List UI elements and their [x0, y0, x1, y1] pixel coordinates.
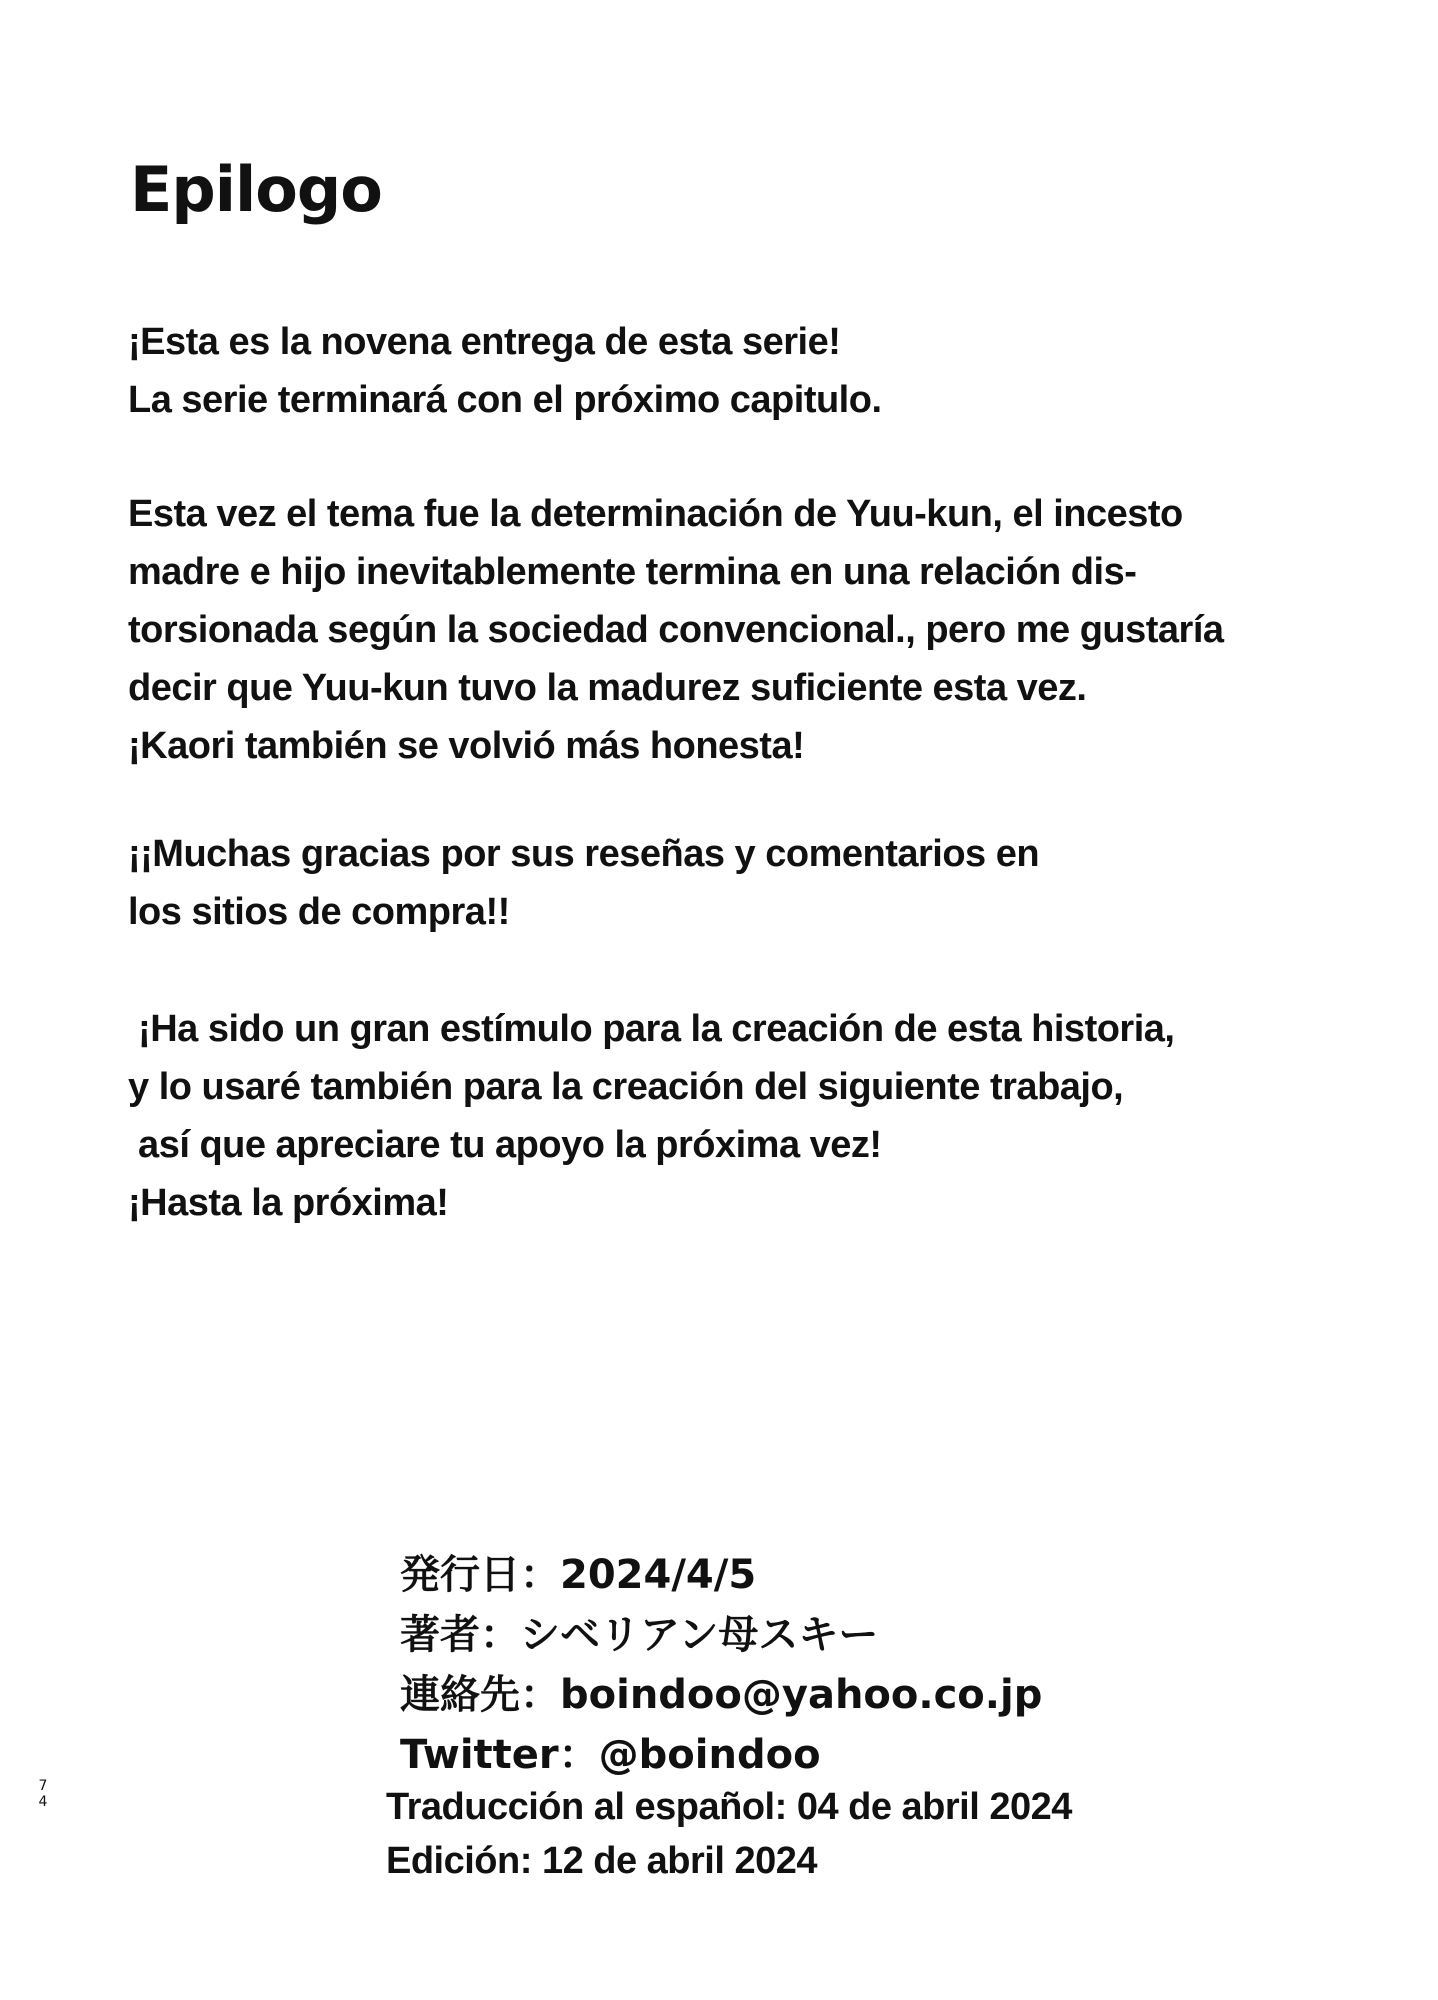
page-number: [36, 1778, 50, 1810]
text-line: así que apreciare tu apoyo la próxima vez!: [128, 1124, 882, 1166]
translation-credits: [386, 1780, 1072, 1888]
text-line: ¡Kaori también se volvió más honesta!: [128, 725, 805, 767]
text-line: torsionada según la sociedad convencional., pero me gustaría: [128, 609, 1224, 651]
translation-date: Traducción al español: 04 de abril 2024: [386, 1786, 1072, 1828]
text-line: decir que Yuu-kun tuvo la madurez suficiente esta vez.: [128, 667, 1087, 709]
colophon-author: 著者：シベリアン母スキー: [400, 1612, 879, 1658]
colophon-contact: 連絡先：boindoo@yahoo.co.jp: [400, 1672, 1043, 1718]
colophon-twitter: Twitter：@boindoo: [400, 1732, 821, 1778]
text-line: los sitios de compra!!: [128, 891, 510, 933]
paragraph-thanks: [128, 825, 1039, 941]
text-line: y lo usaré también para la creación del siguiente trabajo,: [128, 1066, 1124, 1108]
page-title: Epilogo: [130, 153, 382, 226]
text-line: La serie terminará con el próximo capitulo.: [128, 379, 882, 421]
edition-date: Edición: 12 de abril 2024: [386, 1840, 818, 1882]
paragraph-theme: [128, 485, 1224, 775]
text-line: ¡Esta es la novena entrega de esta serie!: [128, 321, 841, 363]
text-line: madre e hijo inevitablemente termina en una relación dis-: [128, 551, 1137, 593]
text-line: Esta vez el tema fue la determinación de Yuu-kun, el incesto: [128, 493, 1183, 535]
text-line: ¡Ha sido un gran estímulo para la creación de esta historia,: [128, 1008, 1175, 1050]
paragraph-intro: [128, 313, 882, 429]
page-number-digit: 7: [38, 1778, 48, 1794]
text-line: ¡Hasta la próxima!: [128, 1182, 449, 1224]
colophon: [400, 1545, 1042, 1785]
colophon-publish-date: 発行日：2024/4/5: [400, 1552, 757, 1598]
text-line: ¡¡Muchas gracias por sus reseñas y comentarios en: [128, 833, 1040, 875]
page-number-digit: 4: [38, 1794, 48, 1810]
paragraph-closing: [128, 1000, 1174, 1232]
